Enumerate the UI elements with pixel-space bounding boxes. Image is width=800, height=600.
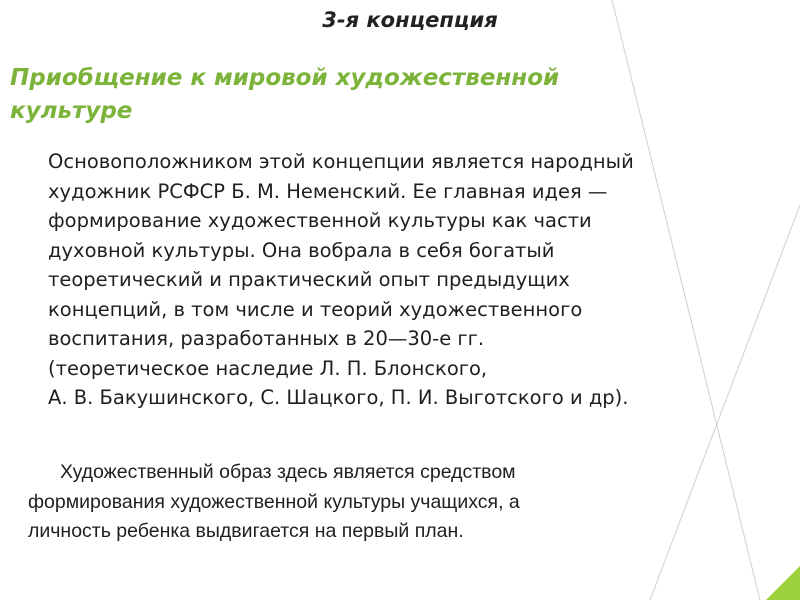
conclusion-word: средством (420, 461, 516, 483)
conclusion-line: личность ребенка выдвигается на первый план. (28, 520, 464, 542)
slide-title-line: культуре (10, 98, 133, 124)
paragraph-line: духовной культуры. Она вобрала в себя богатый (48, 238, 555, 262)
body-paragraph (48, 147, 768, 413)
slide-title-line: Приобщение к мировой художественной (10, 65, 560, 91)
conclusion-word: а (508, 490, 520, 513)
paragraph-line: Основоположником этой концепции является народный (48, 150, 634, 173)
corner-accent-triangle (766, 566, 800, 600)
conclusion-word: является (333, 461, 415, 483)
conclusion-line (28, 488, 750, 518)
conclusion-line (28, 458, 750, 488)
conclusion-word: художественной (170, 490, 319, 513)
conclusion-paragraph (28, 458, 750, 547)
paragraph-line: А. В. Бакушинского, С. Шацкого, П. И. Выготского и др). (48, 386, 629, 409)
paragraph-line: художник РСФСР Б. М. Неменский. Ее главная идея — (48, 179, 608, 203)
paragraph-line: (теоретическое наследие Л. П. Блонского, (48, 356, 488, 380)
conclusion-word: культуры (323, 490, 406, 513)
paragraph-line: теоретический и практический опыт предыдущих (48, 268, 570, 291)
conclusion-word: Художественный (60, 461, 214, 483)
slide-title (10, 62, 670, 128)
conclusion-word: образ (219, 461, 272, 483)
paragraph-line: воспитания, разработанных в 20—30-е гг. (48, 327, 485, 350)
paragraph-line: формирование художественной культуры как части (48, 209, 592, 232)
conclusion-word: учащихся, (410, 490, 504, 513)
slide-heading: 3-я концепция (322, 8, 498, 32)
conclusion-word: формирования (28, 490, 165, 513)
paragraph-line: концепций, в том числе и теорий художественного (48, 297, 583, 321)
conclusion-word: здесь (276, 461, 328, 483)
